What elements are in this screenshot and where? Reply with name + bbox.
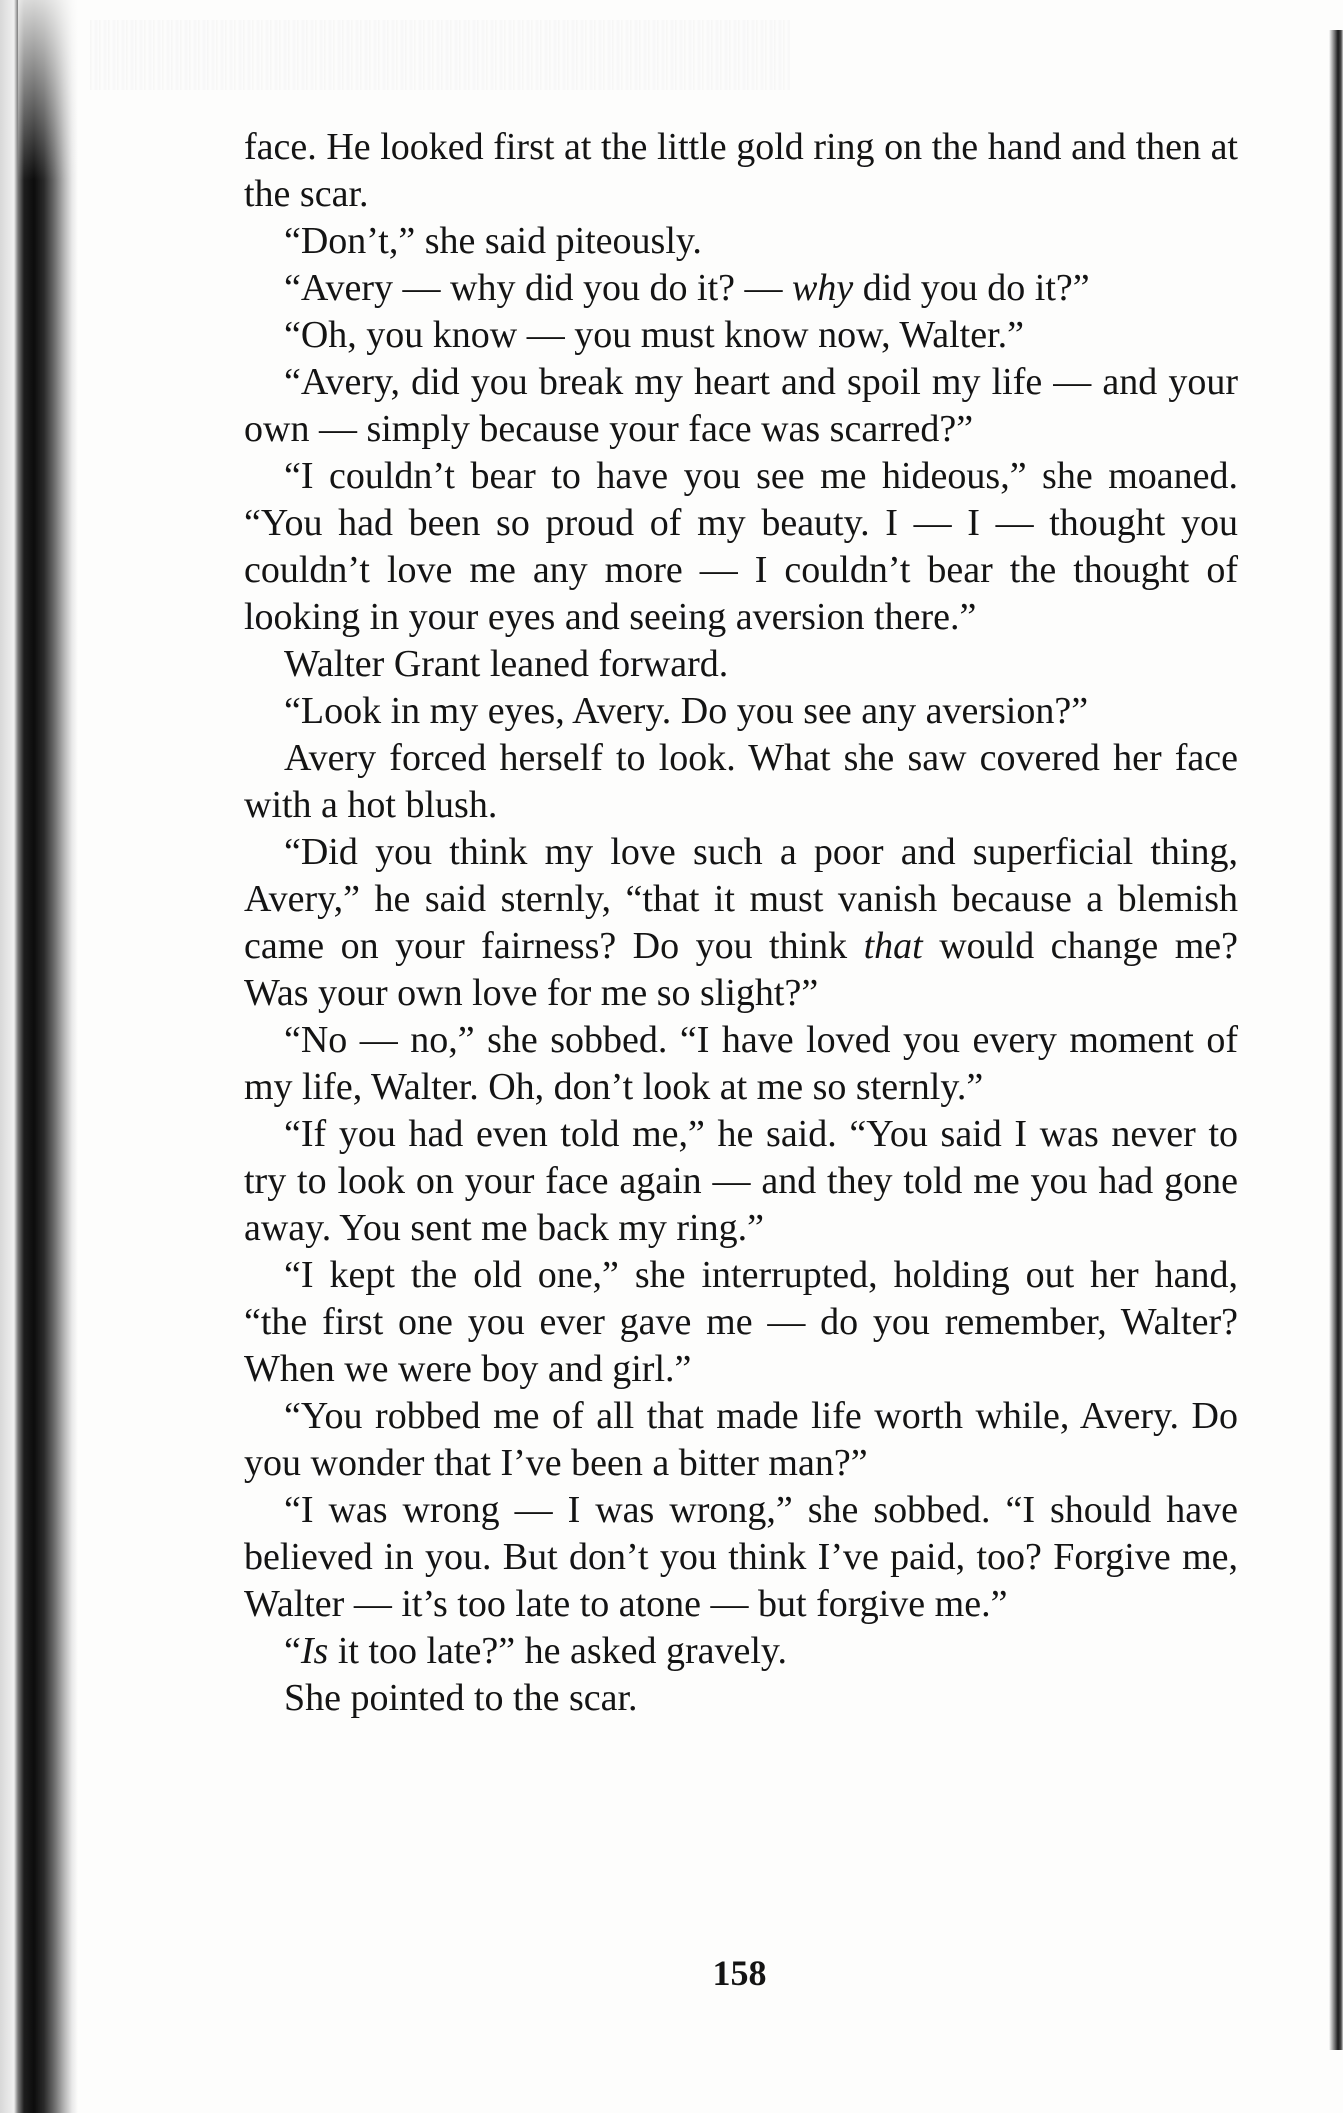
paragraph-text: “You robbed me of all that made life worth while, Avery. Do you wonder that I’ve been a bitter man?”: [244, 1395, 1238, 1484]
paragraph-text: “No — no,” she sobbed. “I have loved you every moment of my life, Walter. Oh, don’t look at me so sternly.”: [244, 1019, 1238, 1108]
paragraph-text: “Look in my eyes, Avery. Do you see any aversion?”: [284, 690, 1089, 732]
paragraph: [244, 688, 1238, 735]
paragraph: [244, 1252, 1238, 1393]
paragraph-text: She pointed to the scar.: [284, 1677, 638, 1719]
paragraph-text: would change me? Was your own love for me so slight?”: [244, 925, 1238, 1014]
paragraph-text: “I kept the old one,” she interrupted, holding out her hand, “the first one you ever gave me — do you remember, Walter? When we were boy and girl.”: [244, 1254, 1238, 1390]
paragraph-text: Avery forced herself to look. What she saw covered her face with a hot blush.: [244, 737, 1238, 826]
paragraph: [244, 124, 1238, 218]
paragraph-text: face. He looked first at the little gold ring on the hand and then at the scar.: [244, 126, 1238, 215]
body-text: [244, 124, 1238, 1722]
page-number: [0, 1952, 1343, 1994]
page-number-label: 158: [712, 1953, 767, 1993]
paragraph: [244, 735, 1238, 829]
paragraph-text: “Avery — why did you do it? —: [284, 267, 792, 309]
paragraph-text: “Did you think my love such a poor and superficial thing, Avery,” he said sternly, “that it must vanish because a blemish came on your fairness? Do you think: [244, 831, 1238, 967]
paragraph: [244, 641, 1238, 688]
scan-noise: [90, 20, 790, 90]
binding-fade: [18, 0, 78, 180]
paragraph: [244, 453, 1238, 641]
paragraph: [244, 359, 1238, 453]
emphasis-text: why: [792, 267, 854, 309]
binding-shadow: [0, 0, 78, 2113]
paragraph: [244, 312, 1238, 359]
paragraph-text: Walter Grant leaned forward.: [284, 643, 729, 685]
paragraph-text: “: [284, 1630, 301, 1672]
paragraph-text: “I couldn’t bear to have you see me hideous,” she moaned. “You had been so proud of my beauty. I — I — thought you couldn’t love me any more — I couldn’t bear the thought of looking in your eyes and seeing aversion there.”: [244, 455, 1238, 638]
paragraph-text: “Oh, you know — you must know now, Walter.”: [284, 314, 1024, 356]
paragraph: [244, 265, 1238, 312]
paragraph: [244, 1017, 1238, 1111]
paragraph: [244, 1393, 1238, 1487]
paragraph-text: did you do it?”: [853, 267, 1090, 309]
paragraph: [244, 1628, 1238, 1675]
page-edge-shadow: [1329, 30, 1343, 2050]
paragraph-text: “Don’t,” she said piteously.: [284, 220, 702, 262]
paragraph: [244, 829, 1238, 1017]
emphasis-text: that: [863, 925, 923, 967]
paragraph-text: “If you had even told me,” he said. “You said I was never to try to look on your face again — and they told me you had gone away. You sent me back my ring.”: [244, 1113, 1238, 1249]
paragraph: [244, 218, 1238, 265]
paragraph: [244, 1675, 1238, 1722]
paragraph-text: “I was wrong — I was wrong,” she sobbed. “I should have believed in you. But don’t you think I’ve paid, too? Forgive me, Walter — it’s too late to atone — but forgive me.”: [244, 1489, 1238, 1625]
paragraph-text: it too late?” he asked gravely.: [328, 1630, 787, 1672]
emphasis-text: Is: [300, 1630, 329, 1672]
paragraph: [244, 1487, 1238, 1628]
paragraph: [244, 1111, 1238, 1252]
paragraph-text: “Avery, did you break my heart and spoil my life — and your own — simply because your face was scarred?”: [244, 361, 1238, 450]
